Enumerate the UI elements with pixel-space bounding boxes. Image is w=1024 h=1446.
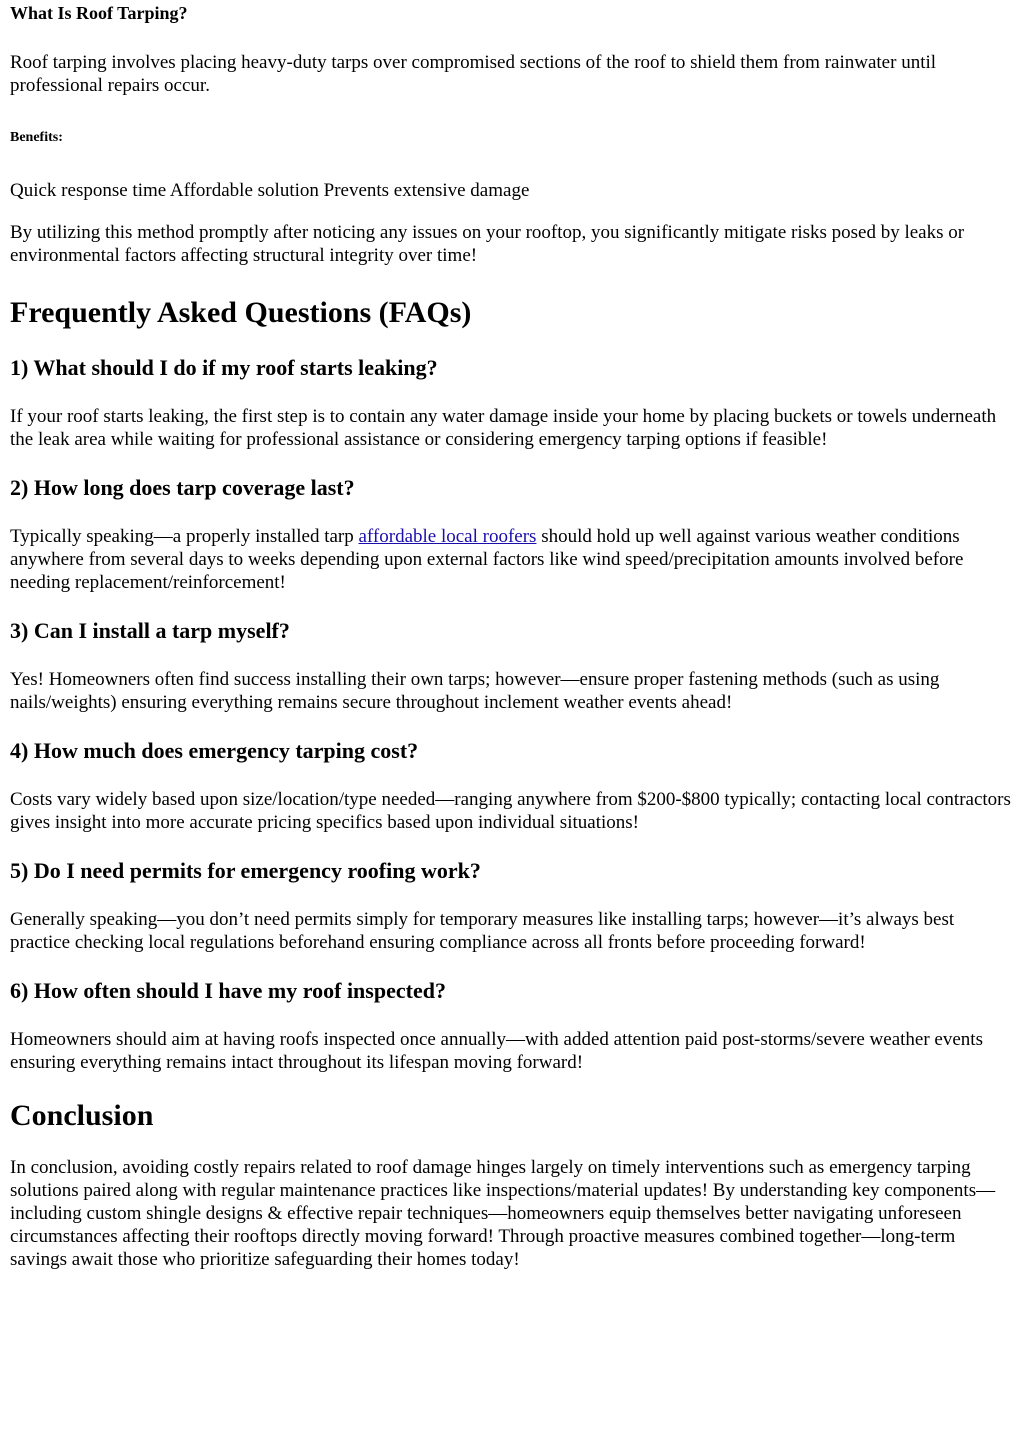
faq-answer-2-end: should hold up well against various weather conditions anywhere from several days to weeks depending upon external factors like wind speed/precipitation amounts involved before needing replacement/reinforcement!: [10, 526, 964, 593]
faq-answer-4: Costs vary widely based upon size/location/type needed—ranging anywhere from $200-$800 typically; contacting local contractors gives insight into more accurate pricing specifics based upon individual situations!: [10, 789, 1011, 833]
faq-answer-2: [10, 525, 1014, 594]
conclusion-text: In conclusion, avoiding costly repairs related to roof damage hinges largely on timely interventions such as emergency tarping solutions paired along with regular maintenance practices like inspections/material updates! By understanding key components—including custom shingle designs & effective repair techniques—homeowners equip themselves better navigating unforeseen circumstances affecting their rooftops directly moving forward! Through proactive measures combined together—long-term savings await those who prioritize safeguarding their homes today!: [10, 1157, 996, 1270]
faq-answer-2-start: Typically speaking—a properly installed tarp: [10, 526, 359, 547]
benefits-text: Quick response time Affordable solution Prevents extensive damage: [10, 180, 530, 201]
conclusion-heading: Conclusion: [10, 1099, 154, 1132]
faq-heading: Frequently Asked Questions (FAQs): [10, 296, 472, 329]
faq-answer-6: Homeowners should aim at having roofs inspected once annually—with added attention paid post-storms/severe weather events ensuring everything remains intact throughout its lifespan moving forward!: [10, 1029, 983, 1073]
faq-answer-1: If your roof starts leaking, the first step is to contain any water damage inside your home by placing buckets or towels underneath the leak area while waiting for professional assistance or considering emergency tarping options if feasible!: [10, 406, 997, 450]
faq-question-4: 4) How much does emergency tarping cost?: [10, 738, 419, 763]
faq-question-2: 2) How long does tarp coverage last?: [10, 475, 355, 500]
faq-question-3: 3) Can I install a tarp myself?: [10, 618, 290, 643]
faq-question-5: 5) Do I need permits for emergency roofing work?: [10, 858, 481, 883]
faq-question-1: 1) What should I do if my roof starts leaking?: [10, 355, 438, 380]
faq-answer-5: Generally speaking—you don’t need permits simply for temporary measures like installing tarps; however—it’s always best practice checking local regulations beforehand ensuring compliance across all fronts before proceeding forward!: [10, 909, 955, 953]
benefits-heading: Benefits:: [10, 130, 63, 145]
faq-answer-3: Yes! Homeowners often find success installing their own tarps; however—ensure proper fastening methods (such as using nails/weights) ensuring everything remains secure throughout inclement weather events ahead!: [10, 669, 940, 713]
faq-question-6: 6) How often should I have my roof inspected?: [10, 978, 446, 1003]
tarping-intro: Roof tarping involves placing heavy-duty tarps over compromised sections of the roof to shield them from rainwater until professional repairs occur.: [10, 52, 937, 96]
affordable-local-roofers-link[interactable]: affordable local roofers: [358, 526, 537, 547]
tarping-closing: By utilizing this method promptly after noticing any issues on your rooftop, you significantly mitigate risks posed by leaks or environmental factors affecting structural integrity over time!: [10, 222, 965, 266]
tarping-heading: What Is Roof Tarping?: [10, 3, 188, 23]
